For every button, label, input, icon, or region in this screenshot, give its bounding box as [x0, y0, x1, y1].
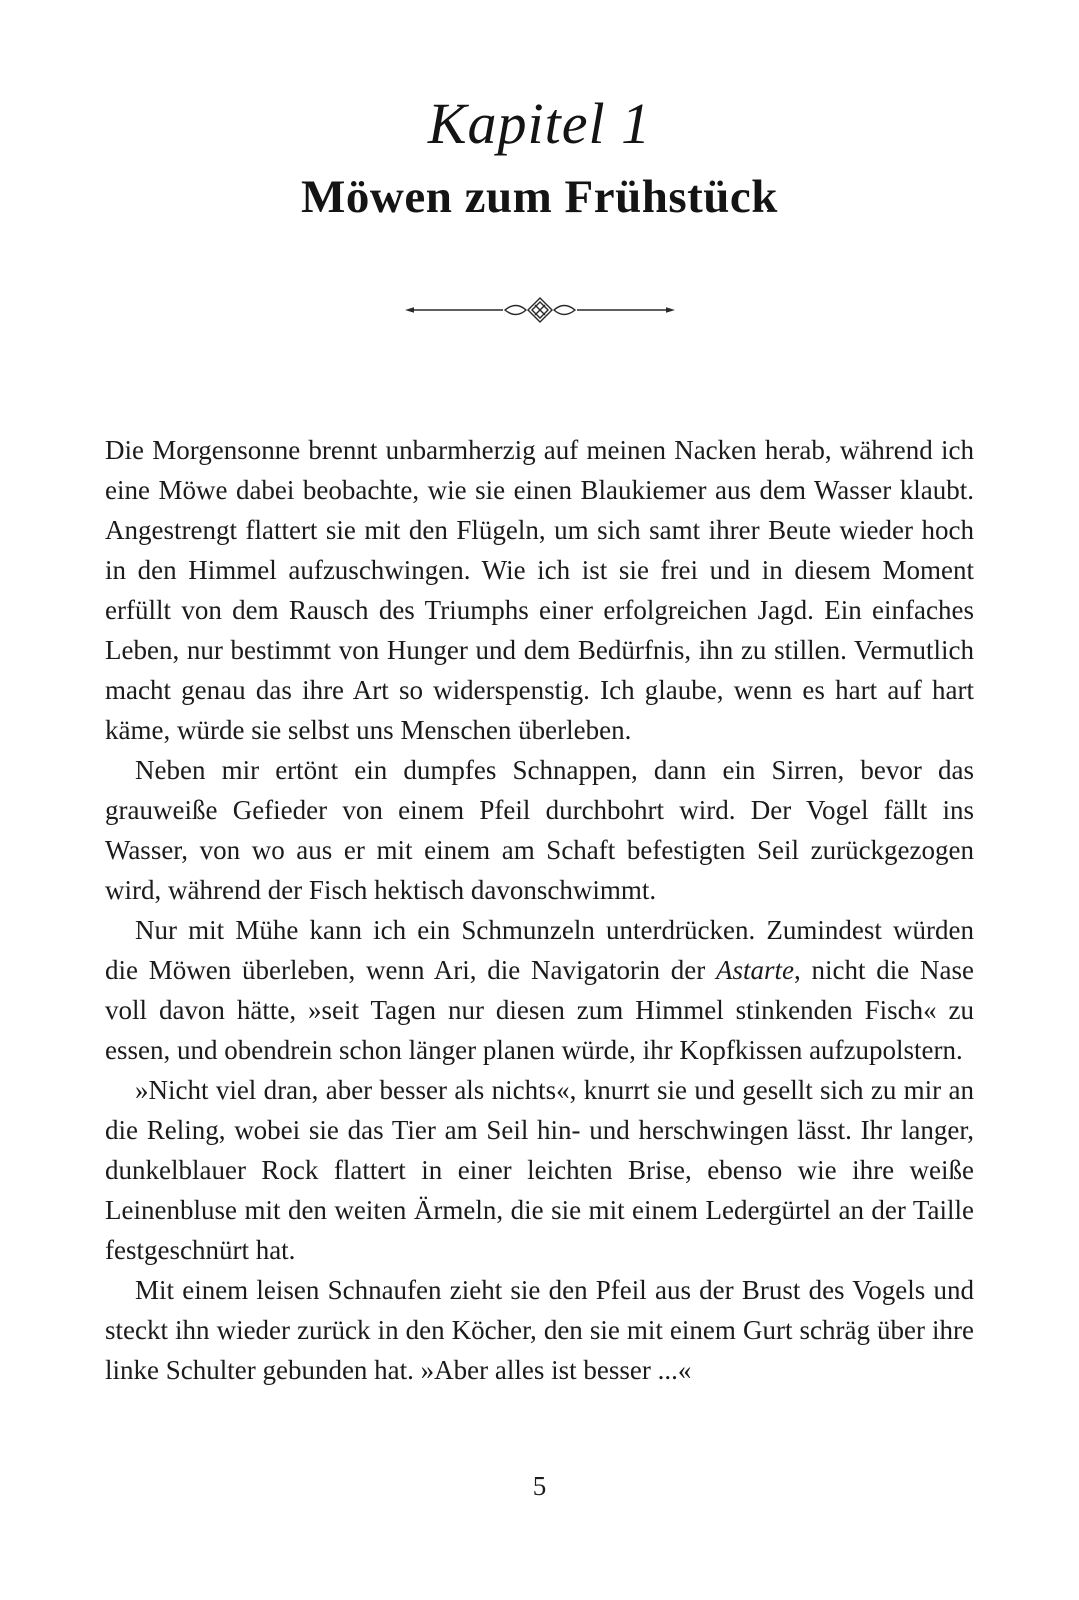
paragraph: [105, 750, 974, 910]
text-segment: Mit einem leisen Schnaufen zieht sie den Pfeil aus der Brust des Vogels und steckt ihn wieder zurück in den Köcher, den sie mit einem Gurt schräg über ihre linke Schulter gebunden hat. »Aber alles ist besser ...«: [105, 1275, 974, 1386]
chapter-divider-ornament: [105, 297, 974, 328]
text-segment: Die Morgensonne brennt unbarmherzig auf meinen Nacken herab, während ich eine Möwe dabei beobachte, wie sie einen Blaukiemer aus dem Wasser klaubt. Angestrengt flattert sie mit den Flügeln, um sich samt ihrer Beute wieder hoch in den Himmel aufzuschwingen. Wie ich ist sie frei und in diesem Moment erfüllt von dem Rausch des Triumphs einer erfolgreichen Jagd. Ein einfaches Leben, nur bestimmt von Hunger und dem Bedürfnis, ihn zu stillen. Vermutlich macht genau das ihre Art so widerspenstig. Ich glaube, wenn es hart auf hart käme, würde sie selbst uns Menschen überleben.: [105, 435, 974, 746]
paragraph: [105, 430, 974, 750]
text-segment: »Nicht viel dran, aber besser als nichts«, knurrt sie und gesellt sich zu mir an die Reling, wobei sie das Tier am Seil hin- und herschwingen lässt. Ihr langer, dunkelblauer Rock flattert in einer leichten Brise, ebenso wie ihre weiße Leinenbluse mit den weiten Ärmeln, die sie mit einem Ledergürtel an der Taille festgeschnürt hat.: [105, 1075, 974, 1266]
paragraph: [105, 1270, 974, 1390]
page-number: 5: [532, 1471, 547, 1501]
body-text: [105, 430, 974, 1390]
paragraph: [105, 910, 974, 1070]
text-segment: Neben mir ertönt ein dumpfes Schnappen, dann ein Sirren, bevor das grauweiße Gefieder von einem Pfeil durchbohrt wird. Der Vogel fällt ins Wasser, von wo aus er mit einem am Schaft befestigten Seil zurückgezogen wird, während der Fisch hektisch davonschwimmt.: [105, 755, 974, 906]
chapter-title: Möwen zum Frühstück: [301, 170, 778, 223]
paragraph: [105, 1070, 974, 1270]
italic-text-segment: Astarte: [716, 955, 794, 986]
diamond-knot-icon: [405, 310, 675, 327]
chapter-label: Kapitel 1: [427, 91, 652, 156]
text-segment: , nicht die Nase voll davon hätte, »seit Tagen nur diesen zum Himmel stinkenden Fisch« zu essen, und obendrein schon länger planen würde, ihr Kopfkissen aufzupolstern.: [105, 955, 975, 1066]
text-segment: Nur mit Mühe kann ich ein Schmunzeln unterdrücken. Zumindest würden die Möwen überleben, wenn Ari, die Navigatorin der: [105, 915, 974, 986]
